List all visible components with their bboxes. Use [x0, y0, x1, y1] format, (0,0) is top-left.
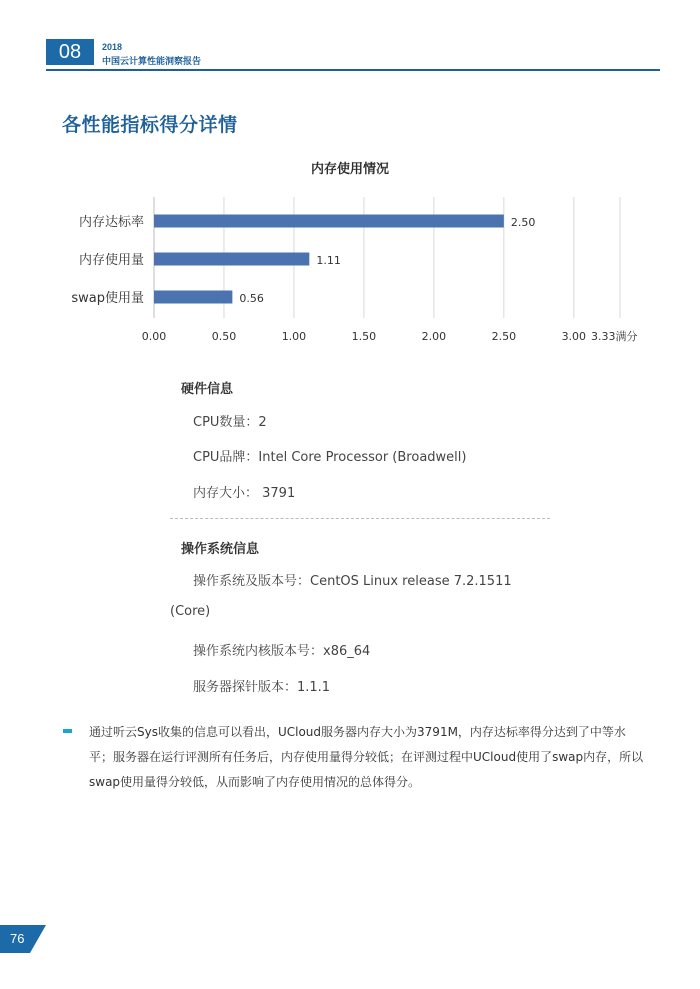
- bar: [154, 291, 232, 304]
- summary-paragraph: 通过听云Sys收集的信息可以看出，UCloud服务器内存大小为3791M，内存达标率得分达到了中等水平；服务器在运行评测所有任务后，内存使用量得分较低；在评测过程中UCloud使用了swap内存，所以swap使用量得分较低，从而影响了内存使用情况的总体得分。: [89, 725, 644, 789]
- section-title: 各性能指标得分详情: [62, 114, 238, 136]
- cpu-count: CPU数量：2: [193, 415, 267, 430]
- bullet-marker: [63, 729, 72, 733]
- probe-version: 服务器探针版本：1.1.1: [193, 680, 331, 695]
- chart-title: 内存使用情况: [310, 162, 389, 177]
- category-label: swap使用量: [71, 291, 144, 306]
- page-number: 76: [10, 931, 25, 946]
- data-label: 2.50: [510, 216, 536, 229]
- header-divider: [46, 69, 660, 71]
- tick-label: 3.33满分: [591, 330, 638, 343]
- tick-label: 0.50: [211, 330, 237, 343]
- bar: [154, 253, 309, 266]
- section-separator: [170, 518, 550, 519]
- data-label: 0.56: [239, 292, 264, 305]
- tick-label: 0.00: [141, 330, 167, 343]
- category-label: 内存达标率: [78, 215, 144, 230]
- header-year: 2018: [102, 42, 123, 52]
- memory-usage-chart: [0, 190, 700, 350]
- header-report-title: 中国云计算性能洞察报告: [102, 57, 202, 67]
- tick-label: 2.00: [421, 330, 447, 343]
- tick-label: 1.50: [351, 330, 377, 343]
- category-label: 内存使用量: [78, 253, 144, 268]
- hardware-heading: 硬件信息: [181, 382, 234, 397]
- cpu-brand: CPU品牌：Intel Core Processor (Broadwell): [193, 450, 467, 465]
- memory-size: 内存大小： 3791: [193, 486, 296, 501]
- kernel-version: 操作系统内核版本号：x86_64: [193, 644, 371, 659]
- tick-label: 3.00: [561, 330, 587, 343]
- chapter-number: 08: [46, 39, 94, 65]
- os-heading: 操作系统信息: [181, 542, 260, 557]
- os-version: 操作系统及版本号：CentOS Linux release 7.2.1511: [193, 574, 512, 589]
- tick-label: 2.50: [491, 330, 517, 343]
- tick-label: 1.00: [281, 330, 307, 343]
- bar: [154, 215, 504, 228]
- data-label: 1.11: [316, 254, 341, 267]
- os-version-continued: (Core): [170, 604, 211, 619]
